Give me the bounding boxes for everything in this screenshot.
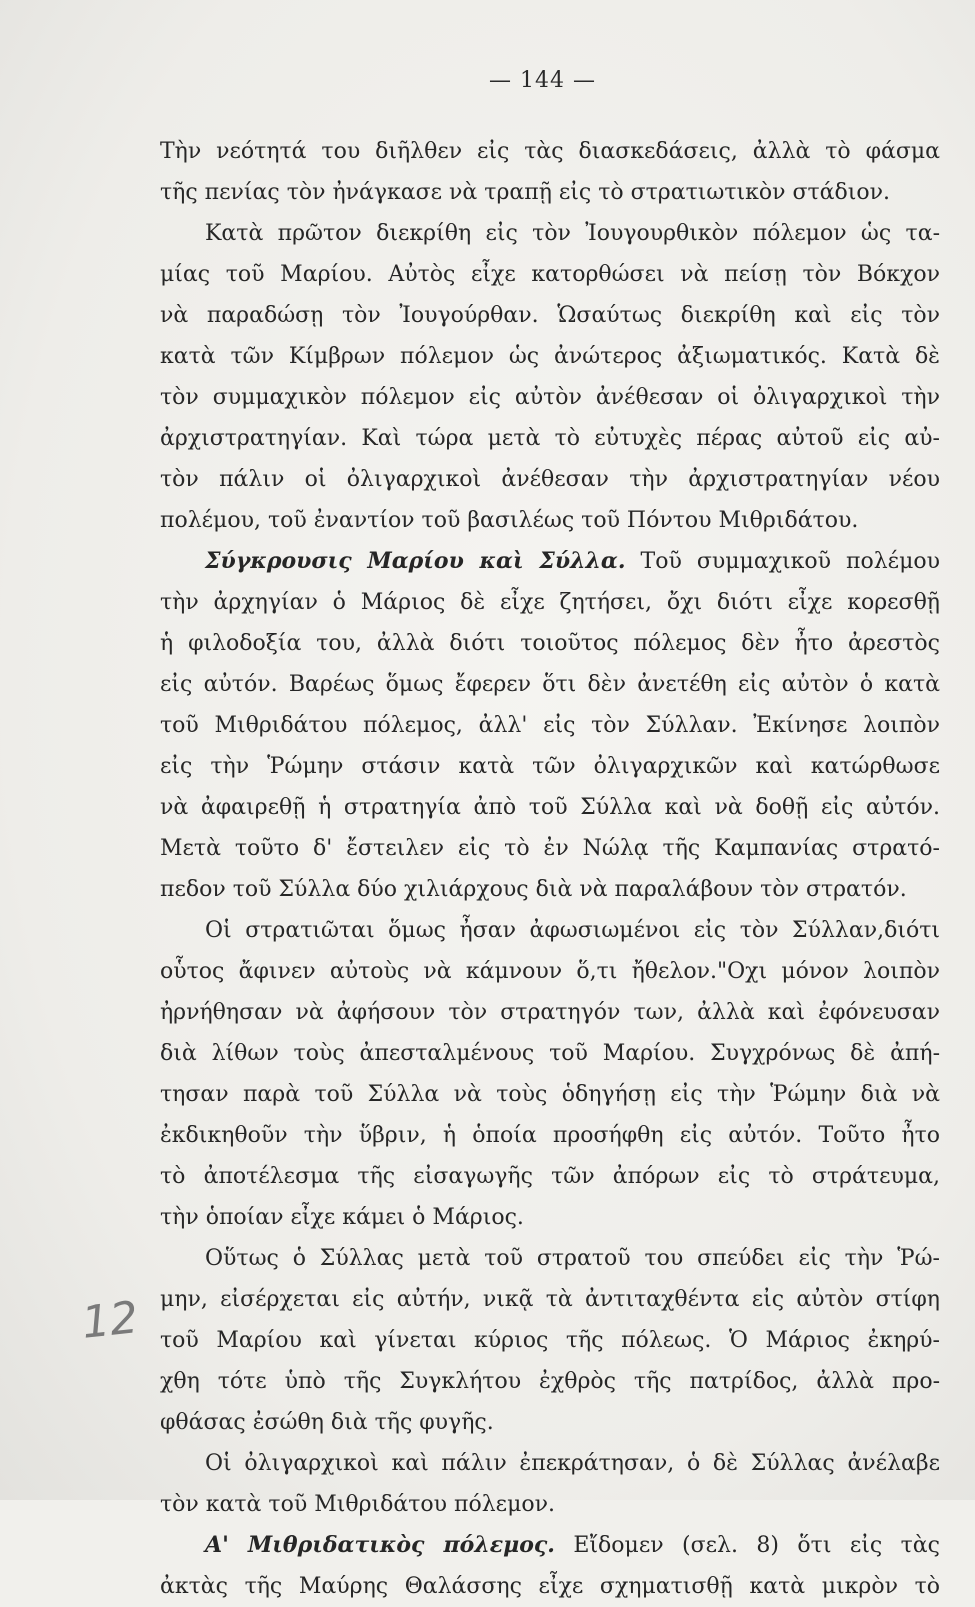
text-line bbox=[160, 418, 940, 459]
text-line bbox=[160, 1320, 940, 1361]
text-line bbox=[160, 1525, 940, 1566]
text-run: τῆς πενίας τὸν ἠνάγκασε νὰ τραπῇ εἰς τὸ στρατιωτικὸν στάδιον. bbox=[160, 180, 891, 205]
text-run: διὰ λίθων τοὺς ἀπεσταλμένους τοῦ Μαρίου. Συγχρόνως δὲ ἀπή- bbox=[160, 1041, 940, 1066]
text-run: πολέμου, τοῦ ἐναντίον τοῦ βασιλέως τοῦ Πόντου Μιθριδάτου. bbox=[160, 508, 859, 533]
text-run: τησαν παρὰ τοῦ Σύλλα νὰ τοὺς ὁδηγήσῃ εἰς τὴν Ῥώμην διὰ νὰ bbox=[160, 1082, 940, 1107]
text-run: κατὰ τῶν Κίμβρων πόλεμον ὡς ἀνώτερος ἀξιωματικός. Κατὰ δὲ bbox=[160, 344, 940, 369]
text-run: Οἱ ὀλιγαρχικοὶ καὶ πάλιν ἐπεκράτησαν, ὁ δὲ Σύλλας ἀνέλαβε bbox=[205, 1451, 940, 1476]
text-run: τοῦ Μαρίου καὶ γίνεται κύριος τῆς πόλεως. Ὁ Μάριος ἐκηρύ- bbox=[160, 1328, 940, 1353]
text-run: Εἴδομεν (σελ. 8) ὅτι εἰς τὰς bbox=[554, 1533, 940, 1558]
text-run: νὰ παραδώσῃ τὸν Ἰουγούρθαν. Ὡσαύτως διεκρίθη καὶ εἰς τὸν bbox=[160, 303, 940, 328]
text-line bbox=[160, 1402, 940, 1443]
text-run: Κατὰ πρῶτον διεκρίθη εἰς τὸν Ἰουγουρθικὸν πόλεμον ὡς τα- bbox=[205, 221, 940, 246]
text-run: ἐκδικηθοῦν τὴν ὕβριν, ἡ ὁποία προσήφθη εἰς αὐτόν. Τοῦτο ἦτο bbox=[160, 1123, 940, 1148]
text-run: Τοῦ συμμαχικοῦ πολέμου bbox=[625, 549, 940, 574]
text-line bbox=[160, 172, 940, 213]
text-run: μίας τοῦ Μαρίου. Αὐτὸς εἶχε κατορθώσει νὰ πείσῃ τὸν Βόκχον bbox=[160, 262, 940, 287]
text-run: Οἱ στρατιῶται ὅμως ἦσαν ἀφωσιωμένοι εἰς τὸν Σύλλαν,διότι bbox=[205, 918, 940, 943]
text-run: Τὴν νεότητά του διῆλθεν εἰς τὰς διασκεδάσεις, ἀλλὰ τὸ φάσμα bbox=[160, 139, 940, 164]
text-run: νὰ ἀφαιρεθῇ ἡ στρατηγία ἀπὸ τοῦ Σύλλα καὶ νὰ δοθῇ εἰς αὐτόν. bbox=[160, 795, 940, 820]
text-run: οὗτος ἄφινεν αὐτοὺς νὰ κάμνουν ὅ,τι ἤθελον."Οχι μόνον λοιπὸν bbox=[160, 959, 940, 984]
text-line bbox=[160, 1197, 940, 1238]
text-line bbox=[160, 377, 940, 418]
text-line bbox=[160, 254, 940, 295]
text-run: τὸν κατὰ τοῦ Μιθριδάτου πόλεμον. bbox=[160, 1492, 555, 1517]
text-run: ἀκτὰς τῆς Μαύρης Θαλάσσης εἶχε σχηματισθῇ κατὰ μικρὸν τὸ bbox=[160, 1574, 940, 1599]
text-line bbox=[160, 1443, 940, 1484]
text-run: ἡ φιλοδοξία του, ἀλλὰ διότι τοιοῦτος πόλεμος δὲν ἦτο ἀρεστὸς bbox=[160, 631, 940, 656]
text-run: ἠρνήθησαν νὰ ἀφήσουν τὸν στρατηγόν των, ἀλλὰ καὶ ἐφόνευσαν bbox=[160, 1000, 940, 1025]
text-line bbox=[160, 1074, 940, 1115]
page-number: — 144 — bbox=[489, 68, 596, 93]
text-run: φθάσας ἐσώθη διὰ τῆς φυγῆς. bbox=[160, 1410, 494, 1435]
text-run: ἀρχιστρατηγίαν. Καὶ τώρα μετὰ τὸ εὐτυχὲς πέρας αὐτοῦ εἰς αὐ- bbox=[160, 426, 940, 451]
text-line bbox=[160, 213, 940, 254]
text-run: τὸν συμμαχικὸν πόλεμον εἰς αὐτὸν ἀνέθεσαν οἱ ὀλιγαρχικοὶ τὴν bbox=[160, 385, 940, 410]
text-line bbox=[160, 869, 940, 910]
text-line bbox=[160, 705, 940, 746]
text-line bbox=[160, 1484, 940, 1525]
text-run: τὸ ἀποτέλεσμα τῆς εἰσαγωγῆς τῶν ἀπόρων εἰς τὸ στράτευμα, bbox=[160, 1164, 940, 1189]
text-line bbox=[160, 992, 940, 1033]
text-line bbox=[160, 1361, 940, 1402]
text-line bbox=[160, 1238, 940, 1279]
text-run: τὸν πάλιν οἱ ὀλιγαρχικοὶ ἀνέθεσαν τὴν ἀρχιστρατηγίαν νέου bbox=[160, 467, 940, 492]
text-run: μην, εἰσέρχεται εἰς αὐτήν, νικᾷ τὰ ἀντιταχθέντα εἰς αὐτὸν στίφη bbox=[160, 1287, 940, 1312]
section-heading: Σύγκρουσις Μαρίου καὶ Σύλλα. bbox=[205, 548, 626, 574]
text-run: χθη τότε ὑπὸ τῆς Συγκλήτου ἐχθρὸς τῆς πατρίδος, ἀλλὰ προ- bbox=[160, 1369, 940, 1394]
text-line bbox=[160, 459, 940, 500]
text-line bbox=[160, 1033, 940, 1074]
text-run: εἰς τὴν Ῥώμην στάσιν κατὰ τῶν ὀλιγαρχικῶν καὶ κατώρθωσε bbox=[160, 754, 940, 779]
section-heading: Α' Μιθριδατικὸς πόλεμος. bbox=[205, 1532, 555, 1558]
text-line bbox=[160, 828, 940, 869]
text-line bbox=[160, 1156, 940, 1197]
text-line bbox=[160, 623, 940, 664]
text-run: τὴν ἀρχηγίαν ὁ Μάριος δὲ εἶχε ζητήσει, ὄχι διότι εἶχε κορεσθῇ bbox=[160, 590, 940, 615]
text-line bbox=[160, 1115, 940, 1156]
text-run: τοῦ Μιθριδάτου πόλεμος, ἀλλ' εἰς τὸν Σύλλαν. Ἐκίνησε λοιπὸν bbox=[160, 713, 940, 738]
text-line bbox=[160, 746, 940, 787]
text-line bbox=[160, 910, 940, 951]
text-line bbox=[160, 664, 940, 705]
text-line bbox=[160, 582, 940, 623]
text-line bbox=[160, 1279, 940, 1320]
text-run: πεδον τοῦ Σύλλα δύο χιλιάρχους διὰ νὰ παραλάβουν τὸν στρατόν. bbox=[160, 877, 907, 902]
text-run: εἰς αὐτόν. Βαρέως ὅμως ἔφερεν ὅτι δὲν ἀνετέθη εἰς αὐτὸν ὁ κατὰ bbox=[160, 672, 940, 697]
handwritten-margin-note: 12 bbox=[79, 1292, 141, 1349]
text-run: Οὕτως ὁ Σύλλας μετὰ τοῦ στρατοῦ του σπεύδει εἰς τὴν Ῥώ- bbox=[205, 1246, 940, 1271]
body-text bbox=[160, 131, 940, 1607]
text-run: τὴν ὁποίαν εἶχε κάμει ὁ Μάριος. bbox=[160, 1205, 524, 1230]
text-line bbox=[160, 541, 940, 582]
text-line bbox=[160, 500, 940, 541]
text-line bbox=[160, 336, 940, 377]
text-line bbox=[160, 787, 940, 828]
text-line bbox=[160, 131, 940, 172]
text-line bbox=[160, 1566, 940, 1607]
text-line bbox=[160, 295, 940, 336]
text-run: Μετὰ τοῦτο δ' ἔστειλεν εἰς τὸ ἐν Νώλᾳ τῆς Καμπανίας στρατό- bbox=[160, 836, 940, 861]
text-line bbox=[160, 951, 940, 992]
